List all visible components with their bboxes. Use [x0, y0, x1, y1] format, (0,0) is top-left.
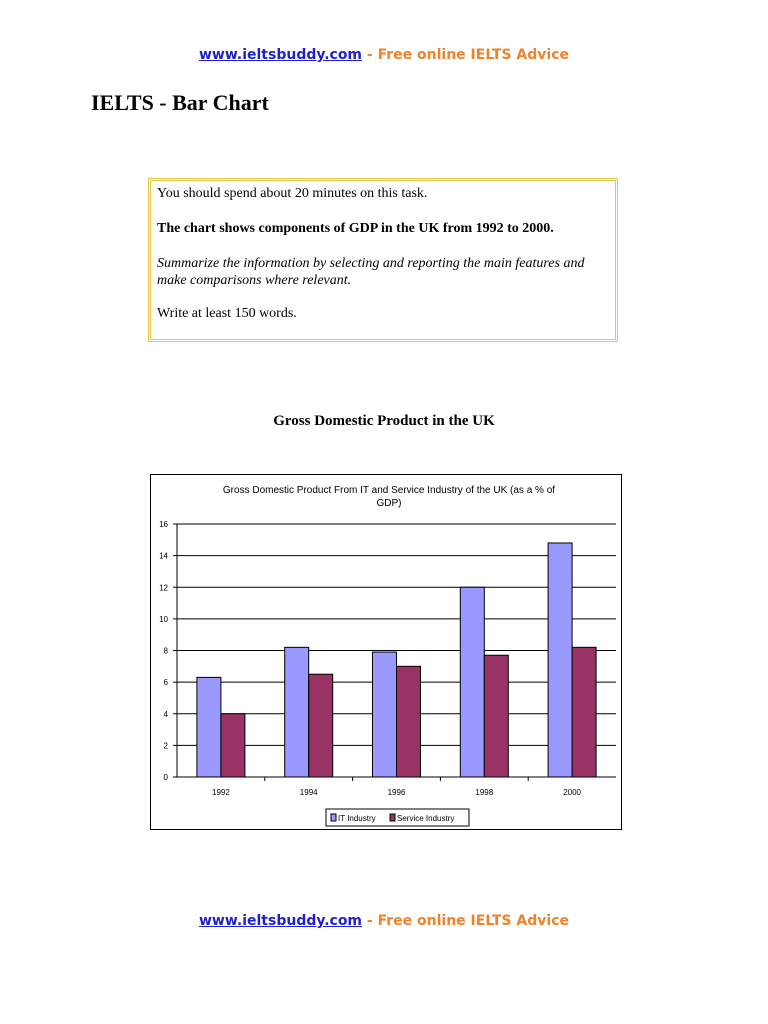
bar-it-industry [548, 543, 572, 777]
y-tick-label: 4 [163, 709, 168, 719]
y-tick-label: 14 [159, 551, 168, 561]
x-tick-label: 2000 [563, 788, 581, 797]
bar-it-industry [197, 677, 221, 777]
task-box [148, 178, 618, 342]
chart-heading: Gross Domestic Product in the UK [273, 413, 495, 429]
legend-swatch-service-industry [390, 814, 395, 821]
bar-service-industry [309, 674, 333, 777]
site-link[interactable]: www.ieltsbuddy.com [198, 47, 363, 63]
site-footer-banner [0, 913, 768, 929]
y-tick-label: 2 [163, 741, 168, 751]
y-tick-label: 12 [159, 583, 168, 593]
chart-frame [150, 474, 622, 830]
task-prompt: Summarize the information by selecting and reporting the main features and make comparisons where relevant. [157, 256, 585, 288]
y-tick-label: 16 [159, 520, 168, 529]
bar-it-industry [373, 652, 397, 777]
task-description: The chart shows components of GDP in the UK from 1992 to 2000. [157, 221, 554, 236]
footer-site-link[interactable]: www.ieltsbuddy.com [198, 913, 363, 929]
task-word-count: Write at least 150 words. [157, 306, 297, 321]
x-tick-label: 1994 [299, 788, 318, 797]
chart-title-continued: GDP) [376, 498, 402, 509]
legend-swatch-it-industry [331, 814, 336, 821]
bar-service-industry [221, 714, 245, 777]
bar-it-industry [285, 647, 309, 777]
y-tick-label: 10 [159, 614, 168, 624]
site-header-banner [0, 47, 768, 63]
task-instruction: You should spend about 20 minutes on this task. [157, 186, 428, 201]
bar-service-industry [572, 647, 596, 777]
bar-service-industry [484, 655, 508, 777]
legend-label-it-industry: IT Industry [338, 814, 376, 823]
y-tick-label: 6 [163, 678, 168, 688]
legend-label-service-industry: Service Industry [397, 814, 455, 823]
bar-service-industry [397, 666, 421, 777]
page-title: IELTS - Bar Chart [91, 90, 269, 115]
y-tick-label: 8 [163, 646, 168, 656]
x-tick-label: 1992 [212, 788, 230, 797]
y-tick-label: 0 [163, 773, 168, 782]
site-tagline: - Free online IELTS Advice [362, 47, 570, 63]
bar-it-industry [460, 587, 484, 777]
footer-tagline: - Free online IELTS Advice [362, 913, 570, 929]
chart-title: Gross Domestic Product From IT and Service Industry of the UK (as a % of [222, 485, 556, 496]
x-tick-label: 1998 [475, 788, 494, 797]
x-tick-label: 1996 [387, 788, 406, 797]
bar-chart [151, 475, 620, 828]
